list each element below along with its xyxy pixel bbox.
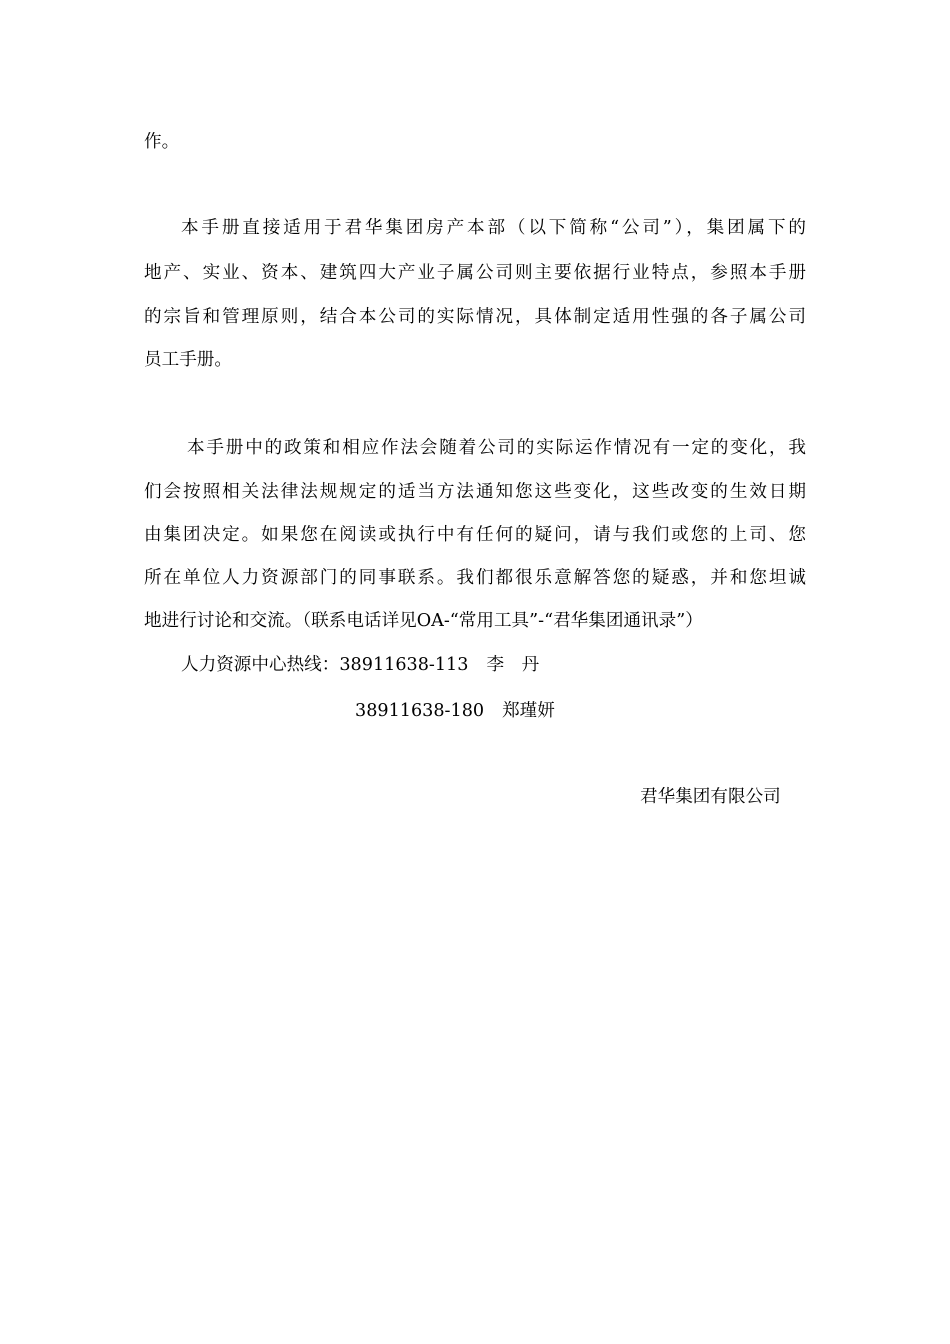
paragraph-line: 们会按照相关法律法规规定的适当方法通知您这些变化，这些改变的生效日期 bbox=[144, 482, 806, 502]
hotline-contact-name: 李 丹 bbox=[486, 655, 540, 675]
paragraph-line: 本手册中的政策和相应作法会随着公司的实际运作情况有一定的变化，我 bbox=[187, 438, 806, 458]
company-signature: 君华集团有限公司 bbox=[640, 787, 781, 807]
hotline-phone: 38911638-180 bbox=[355, 701, 485, 721]
paragraph-line: 所在单位人力资源部门的同事联系。我们都很乐意解答您的疑惑，并和您坦诚 bbox=[144, 568, 806, 588]
paragraph-line: 地进行讨论和交流。（联系电话详见OA-“常用工具”-“君华集团通讯录”） bbox=[144, 611, 703, 631]
hotline-row bbox=[181, 653, 539, 677]
hotline-contact-name: 郑瑾妍 bbox=[502, 701, 555, 721]
paragraph-line: 地产、实业、资本、建筑四大产业子属公司则主要依据行业特点，参照本手册 bbox=[144, 263, 806, 283]
hotline-phone: 38911638-113 bbox=[339, 655, 469, 675]
paragraph-line: 由集团决定。如果您在阅读或执行中有任何的疑问，请与我们或您的上司、您 bbox=[144, 525, 806, 545]
continuation-line: 作。 bbox=[144, 132, 180, 152]
paragraph-line: 员工手册。 bbox=[144, 350, 232, 370]
hotline-row bbox=[355, 699, 555, 723]
hotline-label: 人力资源中心热线： bbox=[181, 655, 340, 675]
paragraph-line: 本手册直接适用于君华集团房产本部（以下简称“公司”），集团属下的 bbox=[181, 218, 806, 238]
paragraph-line: 的宗旨和管理原则，结合本公司的实际情况，具体制定适用性强的各子属公司 bbox=[144, 307, 806, 327]
